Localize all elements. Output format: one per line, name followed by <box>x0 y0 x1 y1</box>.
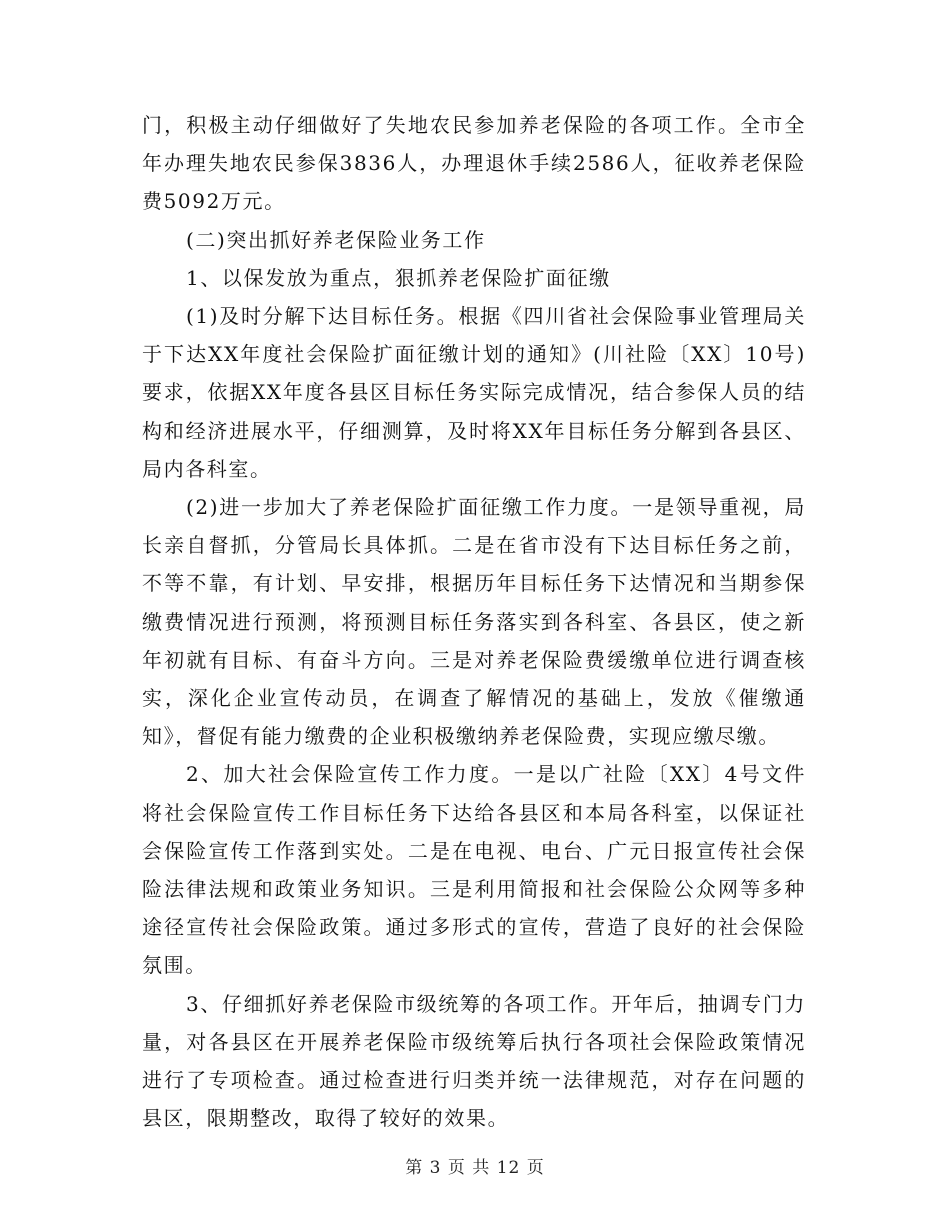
paragraph-collection-effort: (2)进一步加大了养老保险扩面征缴工作力度。一是领导重视，局长亲自督抓，分管局长具体抓。二是在省市没有下达目标任务之前，不等不靠，有计划、早安排，根据历年目标任务下达情况和当期参保缴费情况进行预测，将预测目标任务落实到各科室、各县区，使之新年初就有目标、有奋斗方向。三是对养老保险费缓缴单位进行调查核实，深化企业宣传动员，在调查了解情况的基础上，发放《催缴通知》，督促有能力缴费的企业积极缴纳养老保险费，实现应缴尽缴。 <box>142 495 806 749</box>
document-body <box>142 106 806 1137</box>
paragraph-city-coordination: 3、仔细抓好养老保险市级统筹的各项工作。开年后，抽调专门力量，对各县区在开展养老保险市级统筹后执行各项社会保险政策情况进行了专项检查。通过检查进行归类并统一法律规范，对存在问题的县区，限期整改，取得了较好的效果。 <box>142 991 806 1131</box>
footer-prefix: 第 <box>405 1158 424 1178</box>
footer-total-pages: 12 <box>496 1158 521 1178</box>
footer-middle: 页 共 <box>447 1158 491 1178</box>
footer-current-page: 3 <box>429 1158 442 1178</box>
footer-suffix: 页 <box>526 1158 545 1178</box>
subsection-heading-1: 1、以保发放为重点，狠抓养老保险扩面征缴 <box>186 265 611 290</box>
paragraph-1: 门，积极主动仔细做好了失地农民参加养老保险的各项工作。全市全年办理失地农民参保3836人，办理退休手续2586人，征收养老保险费5092万元。 <box>142 113 806 214</box>
paragraph-target-tasks: (1)及时分解下达目标任务。根据《四川省社会保险事业管理局关于下达XX年度社会保险扩面征缴计划的通知》(川社险〔XX〕10号)要求，依据XX年度各县区目标任务实际完成情况，结合参保人员的结构和经济进展水平，仔细测算，及时将XX年目标任务分解到各县区、局内各科室。 <box>142 304 806 481</box>
paragraph-publicity: 2、加大社会保险宣传工作力度。一是以广社险〔XX〕4号文件将社会保险宣传工作目标任务下达给各县区和本局各科室，以保证社会保险宣传工作落到实处。二是在电视、电台、广元日报宣传社会保险法律法规和政策业务知识。三是利用简报和社会保险公众网等多种途径宣传社会保险政策。通过多形式的宣传，营造了良好的社会保险氛围。 <box>142 762 806 978</box>
page-footer <box>0 1153 950 1178</box>
section-heading-2: (二)突出抓好养老保险业务工作 <box>186 227 486 252</box>
